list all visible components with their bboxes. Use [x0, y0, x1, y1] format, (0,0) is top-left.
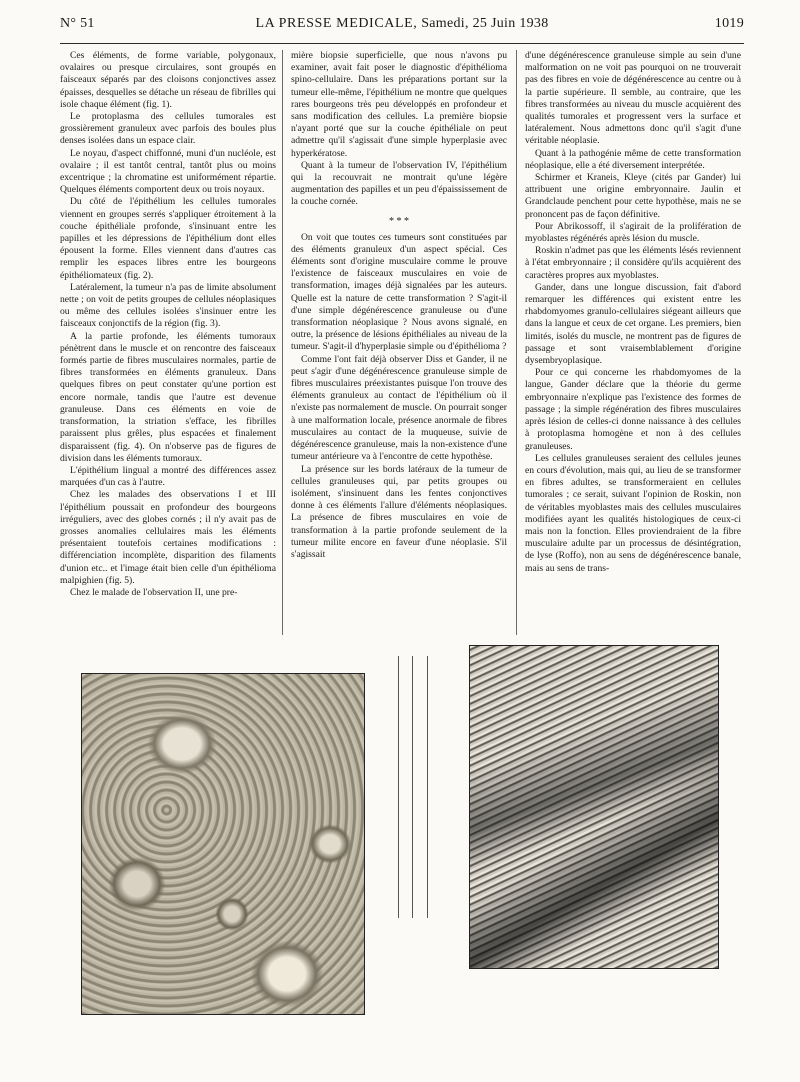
paragraph: Gander, dans une longue discussion, fait d'abord remarquer les différences qui existent entre les rhabdomyomes granulo-cellulaires siégeant ailleurs que dans la langue et ceux de cet organe. Les premiers, bien limités, isolés du muscle, ne montrent pas de figures de passage et sont vraisemblablement d'origine dysembryoplasique.: [525, 281, 741, 367]
decorative-rules: [398, 656, 428, 918]
micrograph-left: [81, 673, 365, 1015]
paragraph: Comme l'ont fait déjà observer Diss et Gander, il ne peut s'agir d'une dégénérescence granuleuse simple de fibres musculaires préexistantes puisque l'on trouve des éléments granuleux au contact de l'épithélium où il n'existe pas normalement de muscle. On pourrait songer à une malformation locale, présence anormale de fibres musculaires au contact de la muqueuse, suivie de dégénérescence granuleuse, mais la non-existence d'une tumeur antérieure va à l'encontre de cette hypothèse.: [291, 353, 507, 463]
column-divider: [282, 50, 283, 635]
paragraph: Schirmer et Kraneis, Kleye (cités par Gander) lui attribuent une origine embryonnaire. Jaulin et Grandclaude penchent pour cette hypothèse, mais ne se prononcent pas de façon définitive.: [525, 172, 741, 220]
paragraph: mière biopsie superficielle, que nous n'avons pu examiner, avait fait poser le diagnostic d'épithélioma spino-cellulaire. Dans les préparations portant sur la tumeur elle-même, l'épithélium ne montre que quelques rares bourgeons très peu développés en profondeur et sans modification des cellules. La première biopsie n'ayant porté que sur la couche épithéliale on peut admettre qu'il s'agissait d'une simple hyperplasie avec hyperkératose.: [291, 50, 507, 159]
paragraph: d'une dégénérescence granuleuse simple au sein d'une malformation on ne voit pas pourquoi on ne trouverait pas des fibres en voie de dégénérescence au centre ou à la partie supérieure. Il semble, au contraire, que les fibres transformées au niveau du muscle acquièrent des qualités tumorales et progressent vers la surface et latéralement. Nous admettons donc qu'il s'agit d'une véritable néoplasie.: [525, 50, 741, 147]
paragraph: Quant à la pathogénie même de cette transformation néoplasique, elle a été diversement interprétée.: [525, 147, 741, 171]
paragraph: Le noyau, d'aspect chiffonné, muni d'un nucléole, est ovalaire ; il est tantôt central, tantôt plus ou moins excentrique ; la chromatine est uniformément répartie. Quelques éléments comportent deux ou trois noyaux.: [60, 147, 276, 196]
paragraph: Roskin n'admet pas que les éléments lésés reviennent à l'état embryonnaire ; il considère qu'ils acquièrent des caractères propres aux myoblastes.: [525, 245, 741, 281]
text-column-2: [291, 50, 507, 638]
issue-date: Samedi, 25 Juin 1938: [421, 16, 549, 31]
paragraph: On voit que toutes ces tumeurs sont constituées par des éléments granuleux d'un aspect spécial. Ces éléments sont d'origine musculaire comme le prouve l'existence de faisceaux musculaires en voie de transformation, images déjà signalées par les auteurs. Quelle est la nature de cette transformation ? S'agit-il d'une simple dégénérescence granuleuse ou d'une transformation néoplasique ? Nous avons signalé, en outre, la présence de lésions épithéliales au niveau de la tumeur. S'agit-il d'hyperplasie simple ou d'épithélioma ?: [291, 231, 507, 353]
paragraph: Ces éléments, de forme variable, polygonaux, ovalaires ou presque circulaires, sont groupés en faisceaux séparés par des cloisons conjonctives assez épaisses, desquelles se détache un réseau de fibrilles qui isole chaque élément (fig. 1).: [60, 50, 276, 110]
paragraph: Pour ce qui concerne les rhabdomyomes de la langue, Gander déclare que la théorie du germe embryonnaire n'explique pas l'existence des formes de passage ; la simple régénération des fibres musculaires après lésion de celles-ci donne naissance à des cellules à protoplasma homogène et non à des cellules granuleuses.: [525, 367, 741, 452]
issue-number: N° 51: [60, 16, 95, 31]
paragraph: Du côté de l'épithélium les cellules tumorales viennent en groupes serrés s'appliquer étroitement à la couche épithéliale profonde, s'insinuant entre les papilles et les dépressions de l'épithélium dont elles épousent la forme. Elles viennent dans d'autres cas remplir les espaces libres entre les bourgeons épithéliomateux (fig. 2).: [60, 196, 276, 281]
journal-name: LA PRESSE MEDICALE,: [255, 16, 418, 31]
column-divider: [516, 50, 517, 635]
section-separator: * * *: [389, 215, 409, 227]
paragraph: L'épithélium lingual a montré des différences assez marquées d'un cas à l'autre.: [60, 464, 276, 489]
running-header: [60, 16, 744, 40]
paragraph: Chez les malades des observations I et III l'épithélium poussait en profondeur des bourgeons irréguliers, avec des globes cornés ; il n'y avait pas de grosses anomalies cellulaires mais les éléments présentaient toutefois certaines modifications : différenciation incomplète, disparition des filaments d'union etc.. et l'image était bien celle d'un épithélioma malpighien (fig. 5).: [60, 489, 276, 586]
header-rule: [60, 43, 744, 44]
paragraph: Le protoplasma des cellules tumorales est grossièrement granuleux avec parfois des boules plus denses isolées dans un espace clair.: [60, 111, 276, 147]
paragraph: Pour Abrikossoff, il s'agirait de la prolifération de myoblastes régénérés après lésion du muscle.: [525, 220, 741, 245]
page-number: 1019: [714, 16, 744, 31]
paragraph: A la partie profonde, les éléments tumoraux pénètrent dans le muscle et on rencontre des faisceaux formés partie de fibres musculaires normales, partie de fibres transformées en éléments granuleux. Dans quelques fibres on peut constater qu'une portion est encore normale, tandis que l'autre est devenue granuleuse. Dans ces éléments en voie de transformation, la striation s'efface, les fibrilles paraissent plus grêles, plus espacées et finalement disparaissent (fig. 4). On n'observe pas de figures de division dans les éléments tumoraux.: [60, 330, 276, 464]
paragraph: Quant à la tumeur de l'observation IV, l'épithélium qui la recouvrait ne montrait qu'une légère augmentation des papilles et un peu d'épaississement de la couche cornée.: [291, 159, 507, 208]
text-column-1: [60, 50, 276, 638]
journal-title: [150, 16, 654, 32]
paragraph: Latéralement, la tumeur n'a pas de limite absolument nette ; on voit de petits groupes de cellules néoplasiques ou même des cellules isolées s'insinuer entre les faisceaux conjonctifs de la région (fig. 3).: [60, 281, 276, 330]
text-column-3: [525, 50, 741, 638]
paragraph: Chez le malade de l'observation II, une pre-: [70, 586, 238, 598]
micrograph-right: [469, 645, 719, 969]
paragraph: Les cellules granuleuses seraient des cellules jeunes en cours d'évolution, mais qui, au lieu de se transformer en fibres adultes, se transformeraient en cellules tumorales ; ce serait, suivant l'opinion de Roskin, non de véritables myoblastes mais des cellules musculaires modifiées ayant les qualités histologiques de ceux-ci mais non la fonction. Elles proviendraient de la fibre musculaire adulte par un processus de désintégration, de lyse (Roffo), non au sens de dégénérescence banale, mais au sens de trans-: [525, 452, 741, 574]
paragraph: La présence sur les bords latéraux de la tumeur de cellules granuleuses qui, par petits groupes ou isolément, s'insinuent dans les fentes conjonctives donne à ces éléments l'allure d'éléments néoplasiques. La présence de fibres musculaires en voie de transformation à la partie profonde seulement de la tumeur milite encore en faveur d'une néoplasie. S'il s'agissait: [291, 463, 507, 560]
